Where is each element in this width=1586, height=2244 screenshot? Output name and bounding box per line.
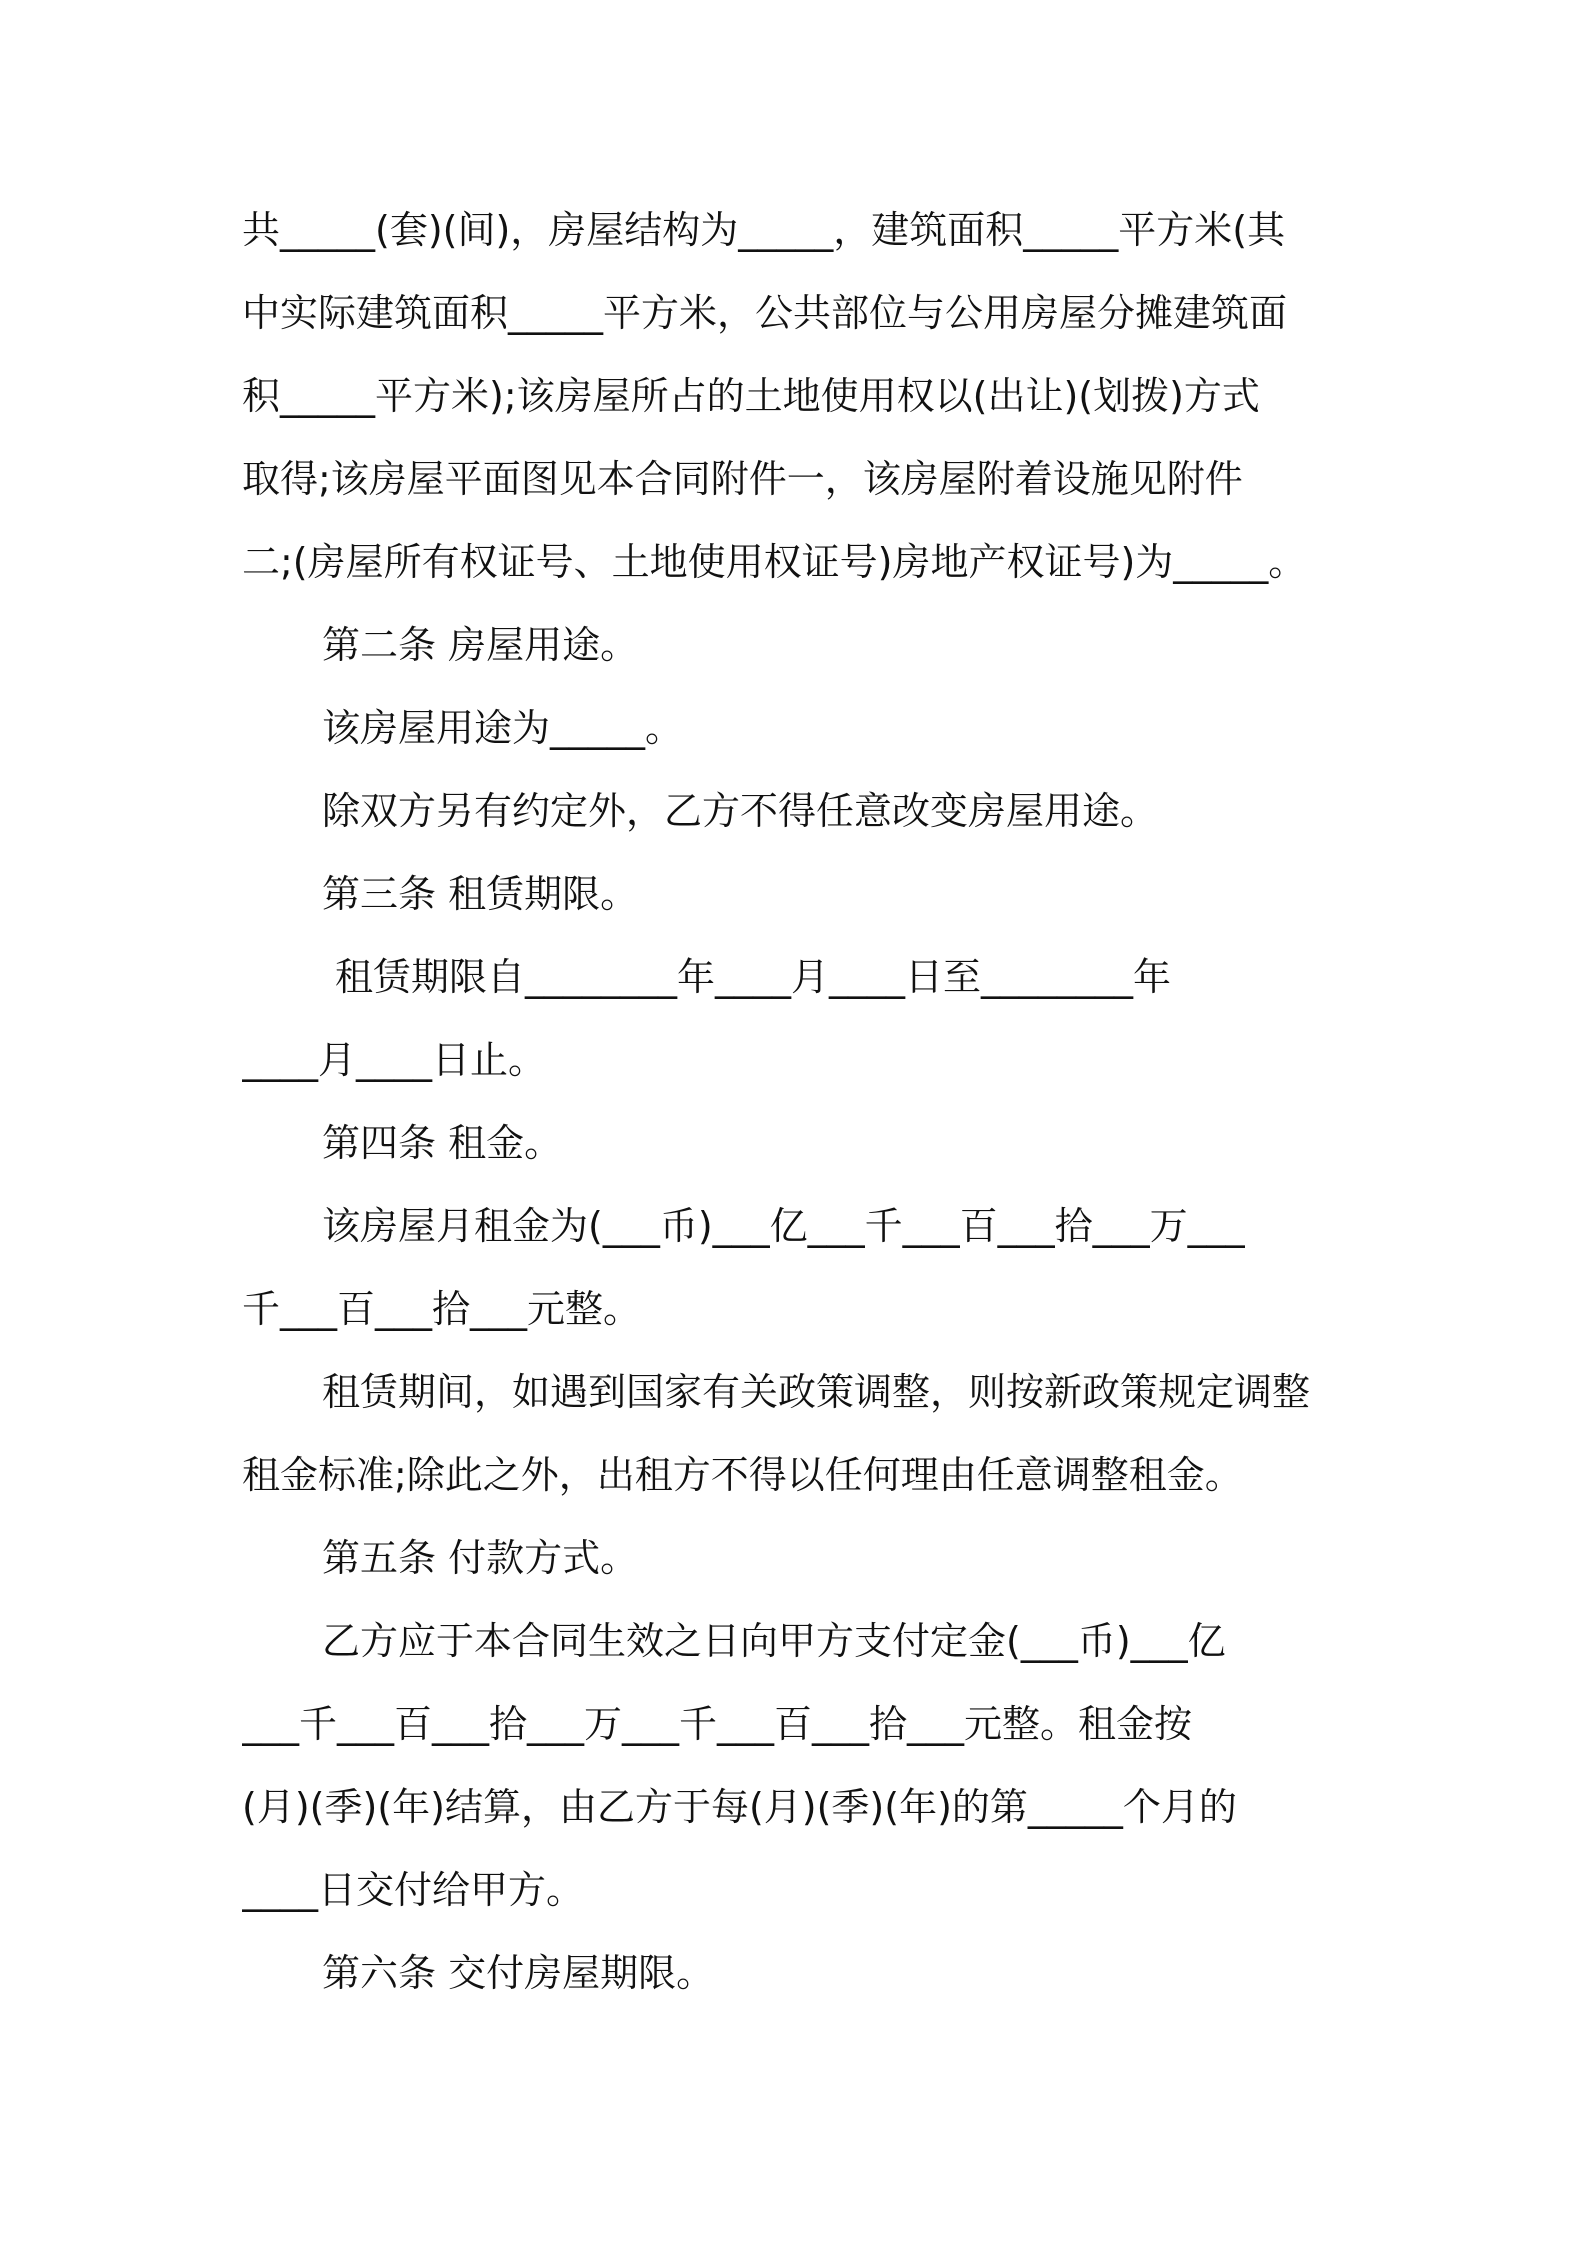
text-line xyxy=(322,1357,1434,1427)
text-line-content: 租赁期限自________年____月____日至________年 xyxy=(335,955,1172,999)
text-line xyxy=(242,1772,1354,1842)
text-line xyxy=(242,1440,1354,1510)
text-line xyxy=(242,1025,1354,1095)
section-heading-text: 第六条 交付房屋期限。 xyxy=(322,1951,715,1995)
section-heading xyxy=(322,610,1434,680)
section-heading xyxy=(322,859,1434,929)
section-heading-text: 第三条 租赁期限。 xyxy=(322,872,639,916)
text-line xyxy=(242,278,1354,348)
text-line-content: 租金标准;除此之外，出租方不得以任何理由任意调整租金。 xyxy=(242,1453,1243,1497)
text-line-content: 该房屋月租金为(___币)___亿___千___百___拾___万___ xyxy=(322,1204,1245,1248)
text-line-content: 乙方应于本合同生效之日向甲方支付定金(___币)___亿 xyxy=(322,1619,1226,1663)
text-line-content: 积_____平方米);该房屋所占的土地使用权以(出让)(划拨)方式 xyxy=(242,374,1260,418)
text-line xyxy=(242,527,1354,597)
text-line xyxy=(322,1191,1434,1261)
text-line-content: ___千___百___拾___万___千___百___拾___元整。租金按 xyxy=(242,1702,1193,1746)
section-heading-text: 第二条 房屋用途。 xyxy=(322,623,639,667)
text-line xyxy=(335,942,1354,1012)
text-line-content: ____月____日止。 xyxy=(242,1038,547,1082)
text-line-content: 中实际建筑面积_____平方米，公共部位与公用房屋分摊建筑面 xyxy=(242,291,1288,335)
text-line xyxy=(322,693,1434,763)
text-line-content: 租赁期间，如遇到国家有关政策调整，则按新政策规定调整 xyxy=(322,1370,1311,1414)
text-line xyxy=(322,776,1434,846)
section-heading-text: 第四条 租金。 xyxy=(322,1121,563,1165)
section-heading xyxy=(322,1523,1434,1593)
text-line-content: 共_____(套)(间)，房屋结构为_____，建筑面积_____平方米(其 xyxy=(242,208,1286,252)
text-line-content: ____日交付给甲方。 xyxy=(242,1868,585,1912)
text-line xyxy=(242,1274,1354,1344)
text-line xyxy=(242,361,1354,431)
text-line-content: 二;(房屋所有权证号、土地使用权证号)房地产权证号)为_____。 xyxy=(242,540,1307,584)
text-line-content: 该房屋用途为_____。 xyxy=(322,706,684,750)
text-line-content: 千___百___拾___元整。 xyxy=(242,1287,642,1331)
text-line xyxy=(242,195,1354,265)
text-line xyxy=(242,1689,1354,1759)
section-heading xyxy=(322,1108,1434,1178)
text-line-content: 取得;该房屋平面图见本合同附件一，该房屋附着设施见附件 xyxy=(242,457,1243,501)
text-line-content: (月)(季)(年)结算，由乙方于每(月)(季)(年)的第_____个月的 xyxy=(242,1785,1237,1829)
text-line xyxy=(322,1606,1434,1676)
section-heading xyxy=(322,1938,1434,2008)
text-line-content: 除双方另有约定外，乙方不得任意改变房屋用途。 xyxy=(322,789,1159,833)
text-line xyxy=(242,444,1354,514)
section-heading-text: 第五条 付款方式。 xyxy=(322,1536,639,1580)
text-line xyxy=(242,1855,1354,1925)
